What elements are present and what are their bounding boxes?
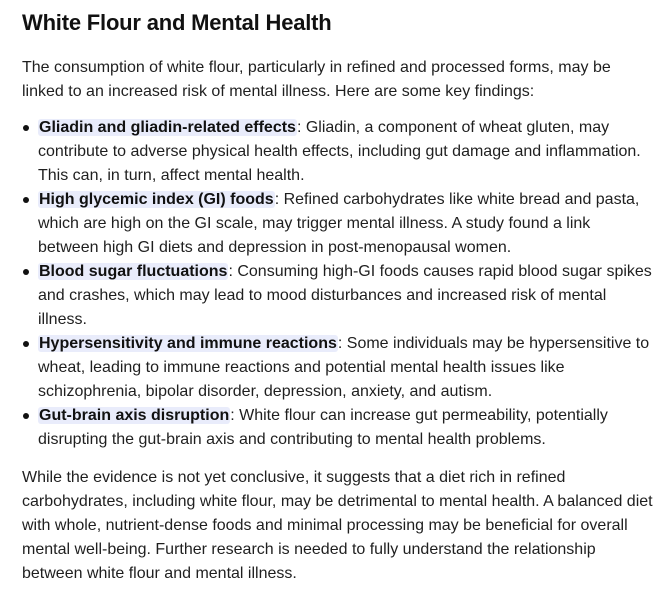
list-item <box>22 332 653 404</box>
finding-term: Blood sugar fluctuations <box>39 263 228 280</box>
finding-text: : Gliadin, a component of wheat gluten, may contribute to adverse physical health effects, including gut damage and inflammation. This can, in turn, affect mental health. <box>38 119 641 184</box>
list-item <box>22 404 653 452</box>
list-item <box>22 116 653 188</box>
finding-text: : Consuming high-GI foods causes rapid blood sugar spikes and crashes, which may lead to mood disturbances and increased risk of mental illness. <box>38 263 652 328</box>
bullet-icon <box>23 125 29 131</box>
list-item <box>22 260 653 332</box>
document-title: White Flour and Mental Health <box>22 10 332 35</box>
list-item <box>22 188 653 260</box>
bullet-icon <box>23 341 29 347</box>
bullet-icon <box>23 269 29 275</box>
finding-term: High glycemic index (GI) foods <box>39 191 274 208</box>
bullet-icon <box>23 197 29 203</box>
finding-text: : Refined carbohydrates like white bread and pasta, which are high on the GI scale, may trigger mental illness. A study found a link between high GI diets and depression in post-menopausal women. <box>38 191 640 256</box>
finding-term: Gut-brain axis disruption <box>39 407 230 424</box>
findings-list <box>22 116 653 452</box>
closing-paragraph: While the evidence is not yet conclusive, it suggests that a diet rich in refined carbohydrates, including white flour, may be detrimental to mental health. A balanced diet with whole, nutrient-dense foods and minimal processing may be beneficial for overall mental well-being. Further research is needed to fully understand the relationship between white flour and mental illness. <box>22 469 653 582</box>
finding-text: : Some individuals may be hypersensitive to wheat, leading to immune reactions and potential mental health issues like schizophrenia, bipolar disorder, depression, anxiety, and autism. <box>38 335 650 400</box>
finding-term: Gliadin and gliadin-related effects <box>39 119 296 136</box>
intro-paragraph: The consumption of white flour, particularly in refined and processed forms, may be linked to an increased risk of mental illness. Here are some key findings: <box>22 59 611 100</box>
bullet-icon <box>23 413 29 419</box>
finding-term: Hypersensitivity and immune reactions <box>39 335 337 352</box>
finding-text: : White flour can increase gut permeability, potentially disrupting the gut-brain axis and contributing to mental health problems. <box>38 407 608 448</box>
